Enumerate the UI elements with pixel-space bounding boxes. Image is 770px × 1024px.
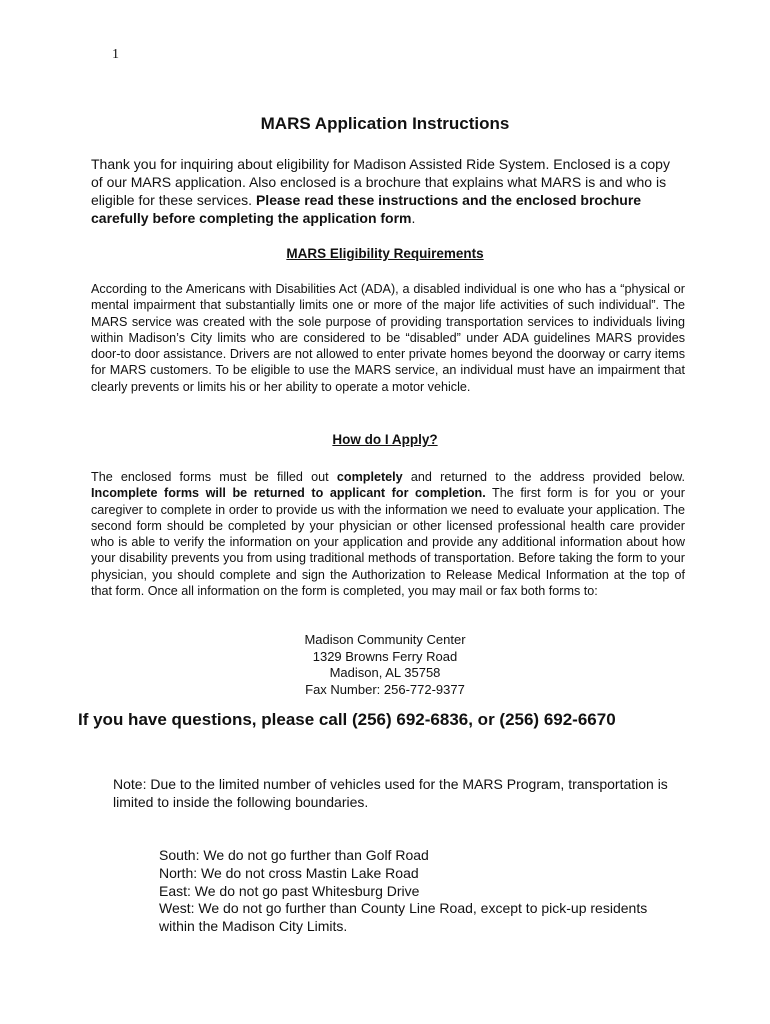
address-line-3: Madison, AL 35758 [329,665,441,680]
apply-text-3: The first form is for you or your caregiver to complete in order to provide us with the information we need to evaluate your application. The second form should be completed by your physician or other licensed professional health care provider who is able to verify the information on your application and provide any additional information about how your disability prevents you from using traditional methods of transportation. Before taking the form to your physician, you should complete and sign the Authorization to Release Medical Information at the top of that form. Once all information on the form is completed, you may mail or fax both forms to: [91,486,685,599]
boundary-west: West: We do not go further than County Line Road, except to pick-up residents within the Madison City Limits. [159,900,648,935]
apply-bold-1: completely [336,470,403,484]
contact-phone-line: If you have questions, please call (256) 692-6836, or (256) 692-6670 [78,710,616,729]
fax-number: Fax Number: 256-772-9377 [305,681,465,697]
intro-bold-text: Please read these instructions and the enclosed brochure carefully before completing the application form [91,192,642,226]
mailing-address [0,632,770,698]
page-number: 1 [112,47,119,62]
apply-text-1: The enclosed forms must be filled out [91,470,337,484]
apply-paragraph [91,469,685,599]
boundary-south: South: We do not go further than Golf Road [159,847,429,863]
note-paragraph: Note: Due to the limited number of vehicles used for the MARS Program, transportation is limited to inside the following boundaries. [113,776,668,810]
boundary-east: East: We do not go past Whitesburg Drive [159,882,420,899]
boundary-north: North: We do not cross Mastin Lake Road [159,864,419,881]
intro-text: Thank you for inquiring about eligibility for Madison Assisted Ride System. Enclosed is a copy of our MARS application. Also enclosed is a brochure that explains what MARS is and who is eligible for these services. [91,156,670,208]
eligibility-heading: MARS Eligibility Requirements [286,246,484,261]
intro-paragraph [91,155,681,227]
eligibility-paragraph: According to the Americans with Disabilities Act (ADA), a disabled individual is one who has a “physical or mental impairment that substantially limits one or more of the major life activities of such individual”. The MARS service was created with the sole purpose of providing transportation services to individuals living within Madison’s City limits who are considered to be “disabled” under ADA guidelines MARS provides door-to door assistance. Drivers are not allowed to enter private homes beyond the doorway or carry items for MARS customers. To be eligible to use the MARS service, an individual must have an impairment that clearly prevents or limits his or her ability to operate a motor vehicle. [91,282,685,394]
apply-heading: How do I Apply? [332,432,438,447]
boundary-list [159,847,659,936]
address-line-1: Madison Community Center [304,632,466,647]
page-title: MARS Application Instructions [260,114,510,133]
address-line-2: 1329 Browns Ferry Road [312,648,458,664]
apply-text-2: and returned to the address provided below. [402,470,685,484]
apply-bold-2: Incomplete forms will be returned to applicant for completion. [91,486,486,501]
intro-end: . [411,210,416,226]
